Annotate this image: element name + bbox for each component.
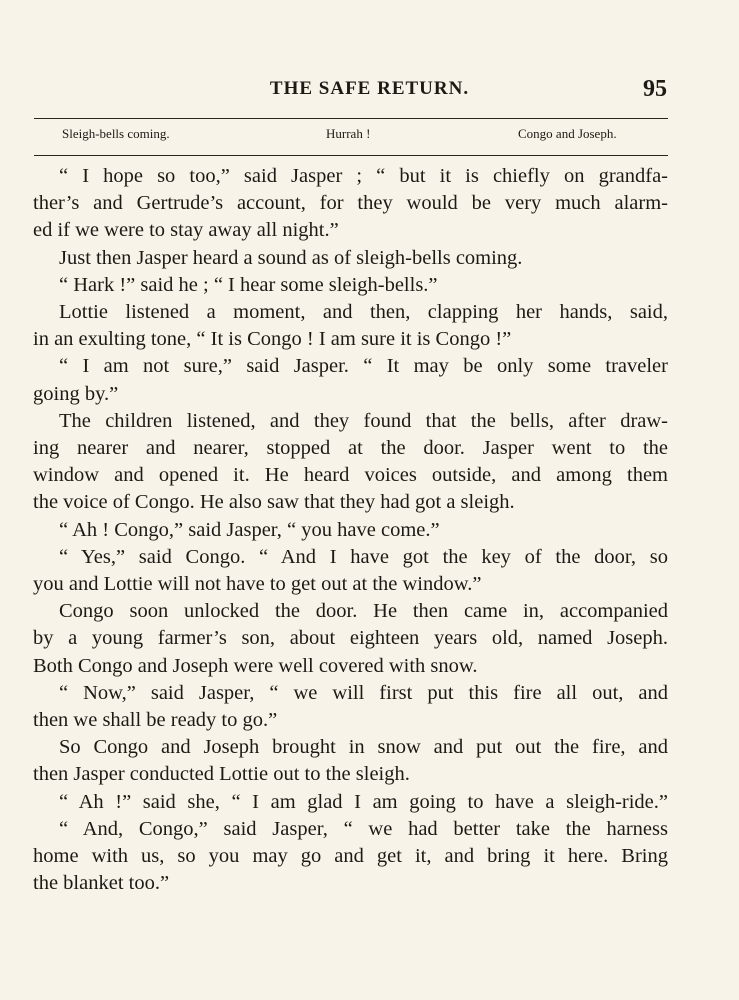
text-line: home with us, so you may go and get it, and bring it here. Bring	[33, 845, 668, 868]
text-line: “ Ah ! Congo,” said Jasper, “ you have come.”	[59, 518, 440, 541]
text-line: “ And, Congo,” said Jasper, “ we had better take the harness	[59, 817, 668, 840]
text-line: ing nearer and nearer, stopped at the door. Jasper went to the	[33, 437, 668, 460]
text-line: the voice of Congo. He also saw that they had got a sleigh.	[33, 491, 515, 514]
text-line: “ Ah !” said she, “ I am glad I am going to have a sleigh-ride.”	[59, 790, 668, 813]
text-line: window and opened it. He heard voices outside, and among them	[33, 464, 668, 487]
text-line: So Congo and Joseph brought in snow and put out the fire, and	[59, 736, 668, 759]
text-line: “ I am not sure,” said Jasper. “ It may be only some traveler	[59, 355, 668, 378]
text-line: Both Congo and Joseph were well covered with snow.	[33, 654, 478, 677]
text-line: you and Lottie will not have to get out at the window.”	[33, 573, 482, 596]
text-line: then we shall be ready to go.”	[33, 709, 278, 732]
text-line: by a young farmer’s son, about eighteen years old, named Joseph.	[33, 627, 668, 650]
page-number: 95	[643, 76, 667, 102]
text-line: “ Now,” said Jasper, “ we will first put this fire all out, and	[59, 681, 668, 704]
text-line: “ I hope so too,” said Jasper ; “ but it is chiefly on grandfa-	[59, 165, 668, 187]
running-head-right: Congo and Joseph.	[518, 126, 617, 141]
text-line: Just then Jasper heard a sound as of sleigh-bells coming.	[59, 246, 523, 269]
top-rule	[34, 118, 668, 119]
running-head-center: Hurrah !	[326, 126, 371, 141]
text-line: Congo soon unlocked the door. He then came in, accompanied	[59, 600, 668, 623]
text-line: ed if we were to stay away all night.”	[33, 219, 339, 242]
chapter-title: THE SAFE RETURN.	[269, 78, 470, 99]
text-line: ther’s and Gertrude’s account, for they would be very much alarm-	[33, 192, 668, 215]
body-text	[33, 163, 668, 897]
running-head-left: Sleigh-bells coming.	[62, 126, 170, 141]
text-line: “ Hark !” said he ; “ I hear some sleigh-bells.”	[59, 273, 438, 296]
text-line: in an exulting tone, “ It is Congo ! I am sure it is Congo !”	[33, 328, 512, 351]
running-heads	[62, 126, 668, 146]
bottom-rule	[34, 155, 668, 156]
text-line: “ Yes,” said Congo. “ And I have got the key of the door, so	[59, 545, 668, 568]
text-line: The children listened, and they found that the bells, after draw-	[59, 409, 668, 432]
text-line: going by.”	[33, 382, 119, 405]
text-line: the blanket too.”	[33, 872, 170, 895]
text-line: then Jasper conducted Lottie out to the sleigh.	[33, 763, 410, 786]
text-line: Lottie listened a moment, and then, clapping her hands, said,	[59, 301, 668, 324]
